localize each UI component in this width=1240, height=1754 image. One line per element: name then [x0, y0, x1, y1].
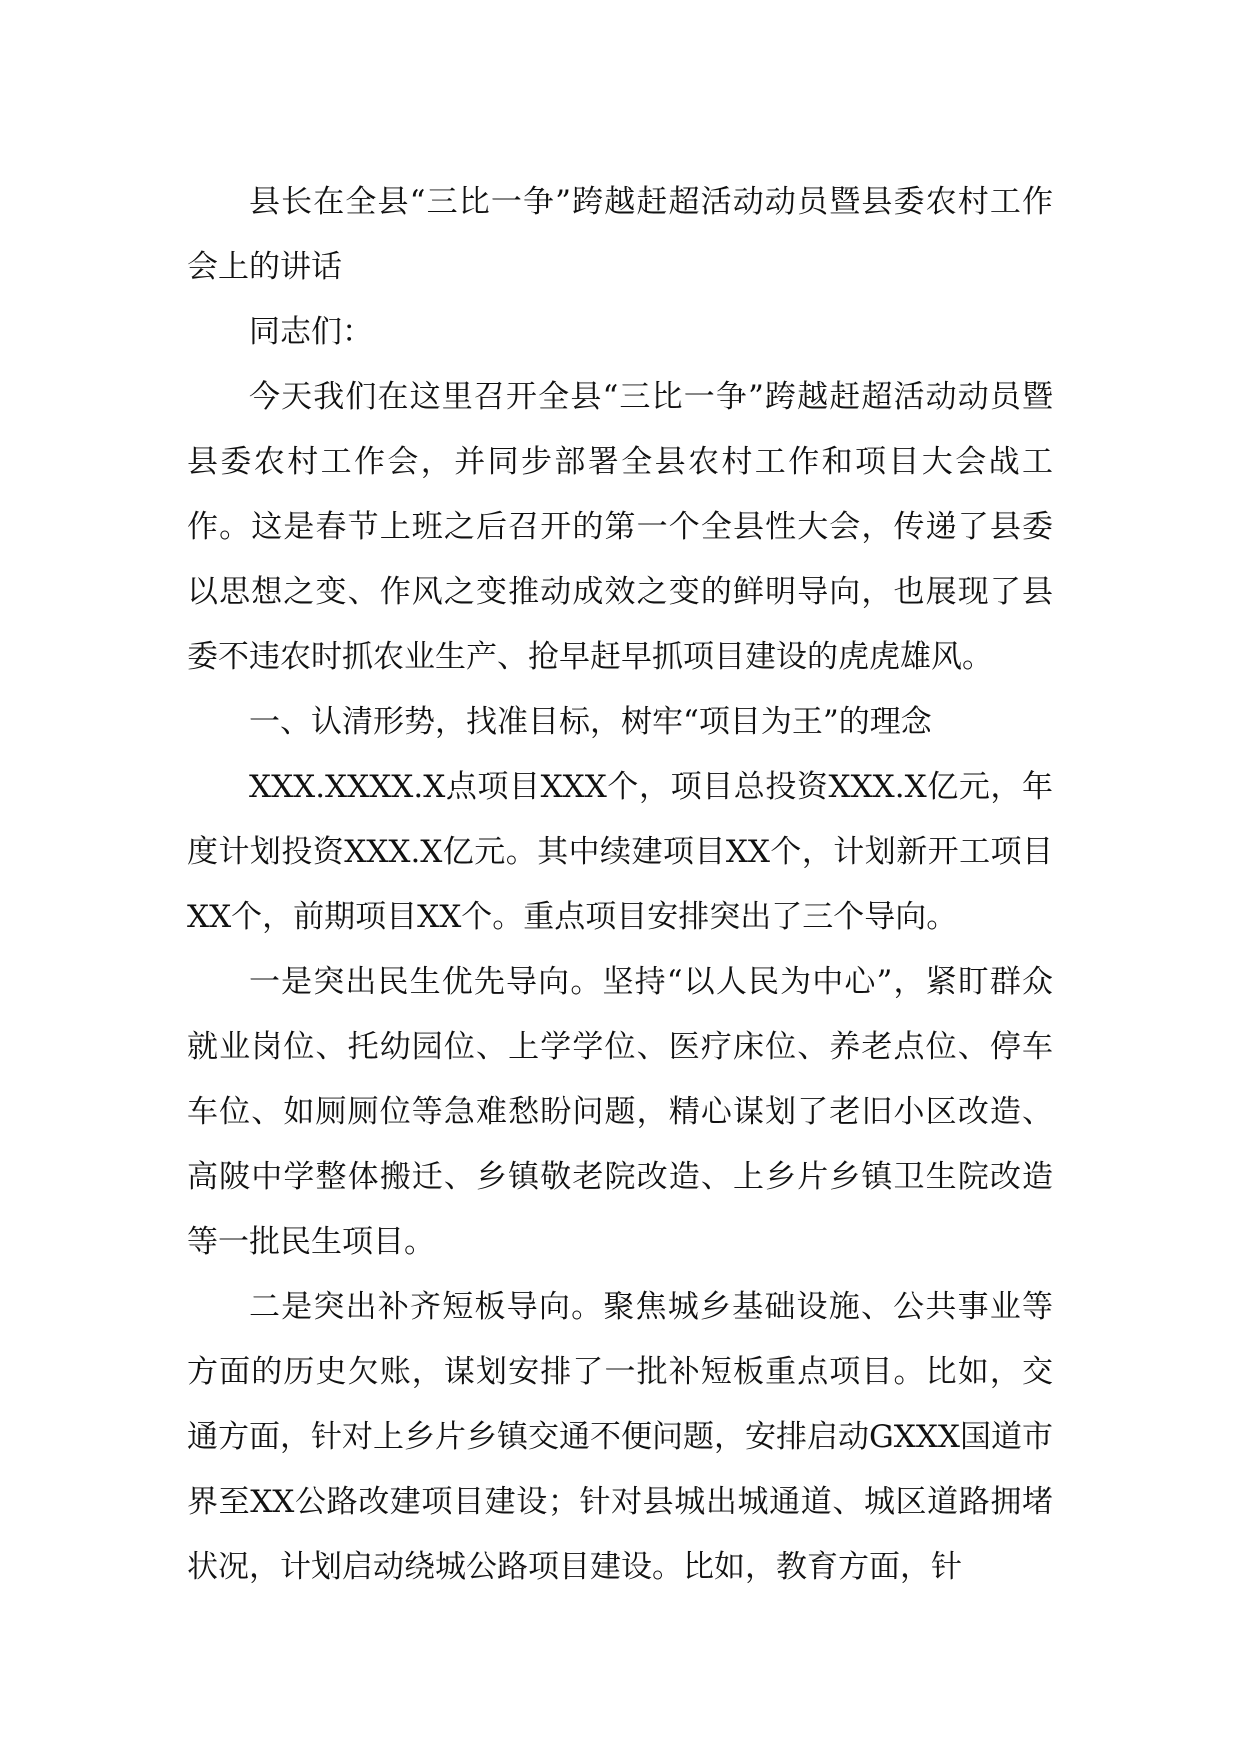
section-heading-1: 一、认清形势，找准目标，树牢“项目为王”的理念 [249, 704, 932, 740]
document-title: 县长在全县“三比一争”跨越赶超活动动员暨县委农村工作会上的讲话 [187, 184, 1053, 285]
paragraph-livelihood-priority: 一是突出民生优先导向。坚持“以人民为中心”，紧盯群众就业岗位、托幼园位、上学学位、医疗床位、养老点位、停车车位、如厕厕位等急难愁盼问题，精心谋划了老旧小区改造、高陂中学整体搬迁、乡镇敬老院改造、上乡片乡镇卫生院改造等一批民生项目。 [187, 964, 1053, 1260]
salutation: 同志们： [249, 314, 373, 350]
paragraph-shortcomings: 二是突出补齐短板导向。聚焦城乡基础设施、公共事业等方面的历史欠账，谋划安排了一批补短板重点项目。比如，交通方面，针对上乡片乡镇交通不便问题，安排启动GXXX国道市界至XX公路改建项目建设；针对县城出城通道、城区道路拥堵状况，计划启动绕城公路项目建设。比如，教育方面，针 [187, 1289, 1053, 1585]
paragraph-opening: 今天我们在这里召开全县“三比一争”跨越赶超活动动员暨县委农村工作会，并同步部署全县农村工作和项目大会战工作。这是春节上班之后召开的第一个全县性大会，传递了县委以思想之变、作风之变推动成效之变的鲜明导向，也展现了县委不违农时抓农业生产、抢早赶早抓项目建设的虎虎雄风。 [187, 379, 1053, 675]
document-body [187, 170, 1053, 1600]
paragraph-project-overview: XXX.XXXX.X点项目XXX个，项目总投资XXX.X亿元，年度计划投资XXX.X亿元。其中续建项目XX个，计划新开工项目XX个，前期项目XX个。重点项目安排突出了三个导向。 [187, 769, 1053, 935]
